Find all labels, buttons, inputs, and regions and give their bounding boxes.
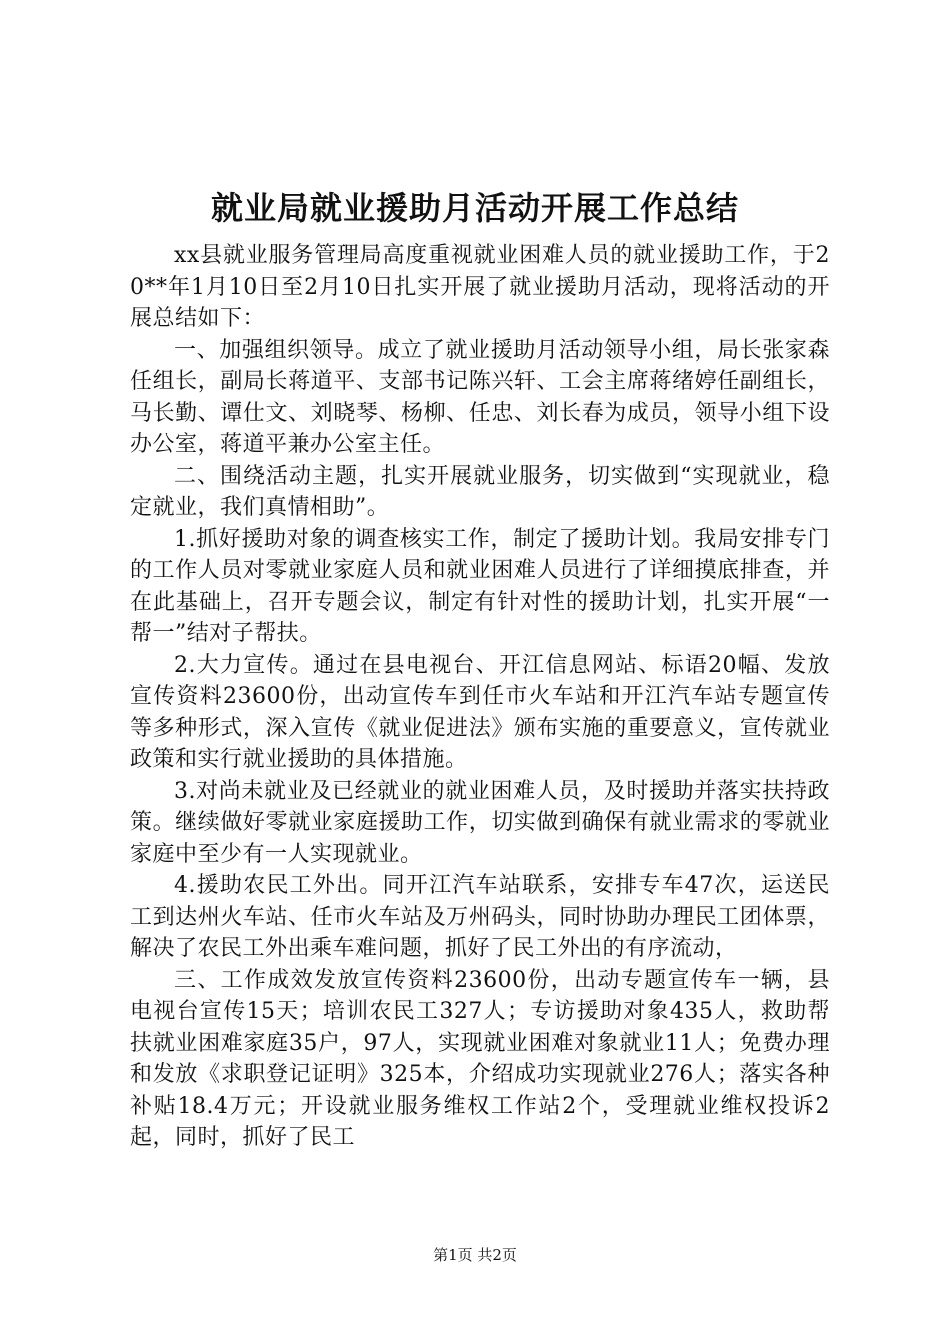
paragraph-section-2: 二、围绕活动主题，扎实开展就业服务，切实做到“实现就业，稳定就业，我们真情相助”。: [130, 463, 830, 520]
paragraph-intro: xx县就业服务管理局高度重视就业困难人员的就业援助工作，于20**年1月10日至2月10日扎实开展了就业援助月活动，现将活动的开展总结如下：: [130, 243, 830, 331]
paragraph-item-1: 1.抓好援助对象的调查核实工作，制定了援助计划。我局安排专门的工作人员对零就业家庭人员和就业困难人员进行了详细摸底排查，并在此基础上，召开专题会议，制定有针对性的援助计划，扎实开展“一帮一”结对子帮扶。: [130, 526, 830, 646]
paragraph-section-3: 三、工作成效发放宣传资料23600份，出动专题宣传车一辆，县电视台宣传15天；培训农民工327人；专访援助对象435人，救助帮扶就业困难家庭35户，97人，实现就业困难对象就业11人；免费办理和发放《求职登记证明》325本，介绍成功实现就业276人；落实各种补贴18.4万元；开设就业服务维权工作站2个，受理就业维权投诉2起，同时，抓好了民工: [130, 967, 830, 1150]
document-title: 就业局就业援助月活动开展工作总结: [210, 189, 739, 227]
page-footer: 第1页 共2页: [433, 1246, 517, 1264]
paragraph-item-4: 4.援助农民工外出。同开江汽车站联系，安排专车47次，运送民工到达州火车站、任市火车站及万州码头，同时协助办理民工团体票，解决了农民工外出乘车难问题，抓好了民工外出的有序流动，: [130, 873, 830, 961]
paragraph-item-2: 2.大力宣传。通过在县电视台、开江信息网站、标语20幅、发放宣传资料23600份，出动宣传车到任市火车站和开江汽车站专题宣传等多种形式，深入宣传《就业促进法》颁布实施的重要意义，宣传就业政策和实行就业援助的具体措施。: [130, 652, 830, 772]
document-body: [130, 240, 830, 1154]
paragraph-section-1: 一、加强组织领导。成立了就业援助月活动领导小组，局长张家森任组长，副局长蒋道平、支部书记陈兴轩、工会主席蒋绪婷任副组长，马长勤、谭仕文、刘晓琴、杨柳、任忠、刘长春为成员，领导小组下设办公室，蒋道平兼办公室主任。: [130, 337, 830, 457]
paragraph-item-3: 3.对尚未就业及已经就业的就业困难人员，及时援助并落实扶持政策。继续做好零就业家庭援助工作，切实做到确保有就业需求的零就业家庭中至少有一人实现就业。: [130, 778, 830, 867]
